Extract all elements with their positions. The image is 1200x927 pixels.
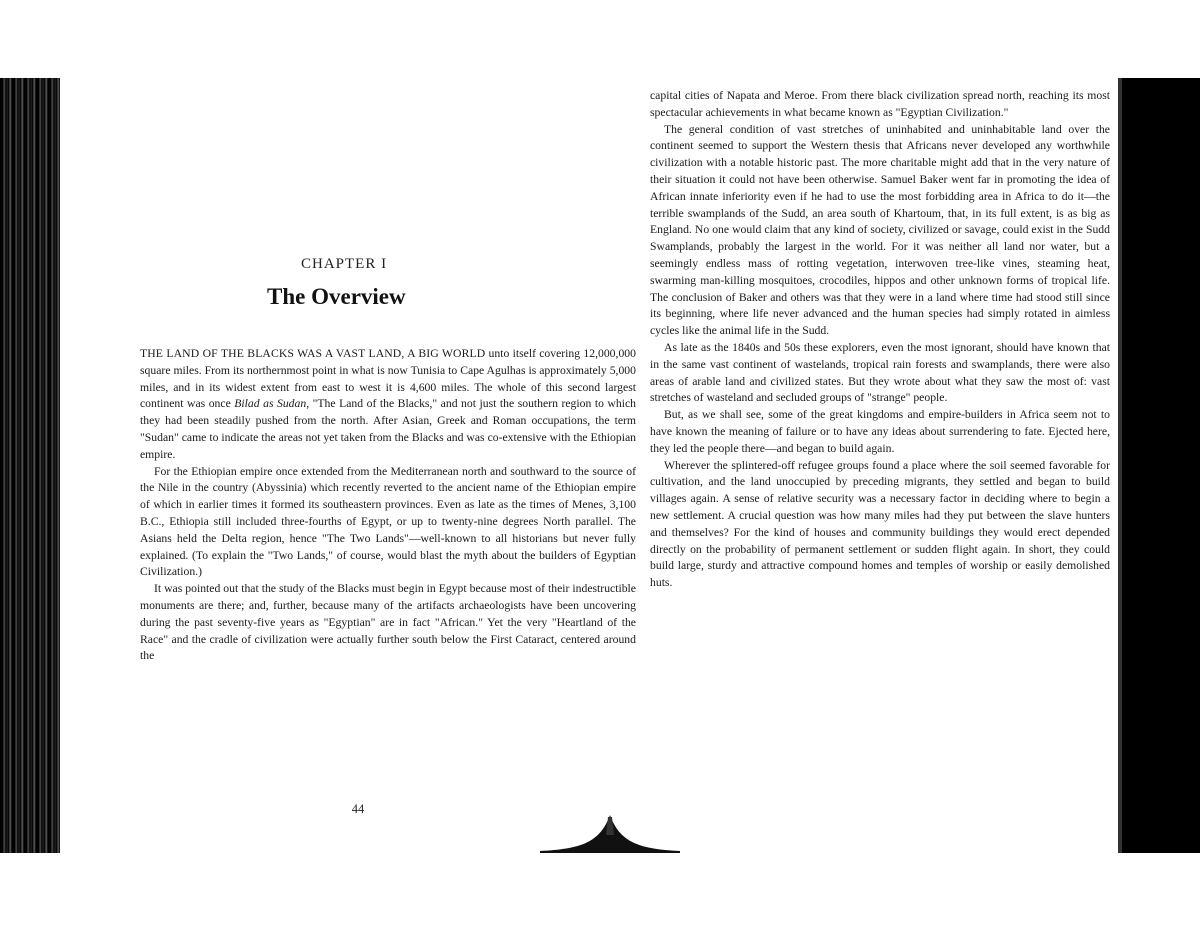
left-scan-edge: [0, 78, 60, 853]
opening-line: THE LAND OF THE BLACKS WAS A VAST LAND, A BIG WORLD: [140, 347, 486, 360]
right-paragraph-4: But, as we shall see, some of the great kingdoms and empire-builders in Africa seem not to have known the meaning of failure or to have any ideas about surrendering to fate. Ejected here, they led the people there—and began to build again.: [650, 408, 1110, 455]
left-paragraph-2: For the Ethiopian empire once extended from the Mediterranean north and southward to the source of the Nile in the country (Abyssinia) which recently reverted to the ancient name of the Ethiopian empire of which in earlier times it formed its southeastern provinces. Even as late as the times of Menes, 3,100 B.C., Ethiopia still included three-fourths of Egypt, or up to twenty-nine degrees North parallel. The Asians held the Delta region, hence "The Two Lands"—well-known to all historians but never fully explained. (To explain the "Two Lands," of course, would blast the myth about the builders of Egyptian Civilization.): [140, 464, 636, 579]
right-paragraph-1: capital cities of Napata and Meroe. From there black civilization spread north, reaching its most spectacular achievements in what became known as "Egyptian Civilization.": [650, 89, 1110, 119]
right-paragraph-3: As late as the 1840s and 50s these explorers, even the most ignorant, should have known that in the same vast continent of wastelands, tropical rain forests and swamplands, there were also areas of arable land and civilized states. But they wrote about what they saw the most of: vast stretches of wasteland and secluded groups of "strange" people.: [650, 340, 1110, 405]
right-paragraph-5: Wherever the splintered-off refugee groups found a place where the soil seemed favorable for cultivation, and the land unoccupied by preceding migrants, they settled and began to build villages again. A sense of relative security was a necessary factor in deciding where to begin a new settlement. A crucial question was how many miles had they put between the slave hunters and themselves? For the kind of houses and community buildings they would erect depended directly on the probability of permanent settlement or sudden flight again. In short, they could build large, sturdy and attractive compound homes and temples of worship or easily demolished huts.: [650, 458, 1110, 590]
right-body-text: [650, 88, 1110, 592]
left-page: [60, 78, 636, 853]
chapter-label: CHAPTER I: [301, 256, 388, 272]
left-paragraph-1: [140, 346, 636, 464]
paragraph-text: unto itself covering 12,000,000 square miles. From its northernmost point in what is now Tunisia to Cape Agulhas is approximately 5,000 miles, and in its widest extent from east to west it is 4,600 miles. The whole of this second largest continent was once: [140, 347, 636, 411]
italic-term: Bilad as Sudan: [234, 397, 307, 411]
right-paragraph-2: The general condition of vast stretches of uninhabited and uninhabitable land over the continent seemed to support the Western thesis that Africans never developed any worthwhile civilization with a notable historic past. The more charitable might add that in the very nature of their situation it could not have been otherwise. Samuel Baker went far in promoting the idea of African innate inferiority even if he had to use the most forbidding area in Africa to do it—the terrible swamplands of the Sudd, an area south of Khartoum, that, in its full extent, is as big as England. No one would claim that any kind of society, civilized or savage, could exist in the Sudd Swamplands, probably the largest in the world. For it was neither all land nor water, but a seemingly endless mass of rotting vegetation, interwoven tree-like vines, steaming heat, swarming man-killing mosquitoes, crocodiles, hippos and other unknown forms of tropical life. The conclusion of Baker and others was that they were in a land where time had stood still since its beginning, where life never advanced and the human species had simply rotated in aimless cycles like the animal life in the Sudd.: [650, 122, 1110, 338]
left-paragraph-3: It was pointed out that the study of the Blacks must begin in Egypt because most of their indestructible monuments are there; and, further, because many of the artifacts archaeologists have been uncovering during the past seventy-five years as "Egyptian" are in fact "African." Yet the very "Heartland of the Race" and the cradle of civilization were actually further south below the First Cataract, centered around the: [140, 582, 636, 663]
chapter-title: The Overview: [267, 284, 406, 309]
left-body-text: [140, 346, 636, 665]
paragraph-text: , "The Land of the Blacks," and not just the southern region to which they had been steadily pushed from the north. After Asian, Greek and Roman occupations, the term "Sudan" came to indicate the areas not yet taken from the Blacks and was co-extensive with the Ethiopian empire.: [140, 397, 636, 461]
page-number: 44: [351, 802, 365, 816]
right-scan-edge: [1118, 78, 1200, 853]
right-page: [600, 78, 1118, 853]
